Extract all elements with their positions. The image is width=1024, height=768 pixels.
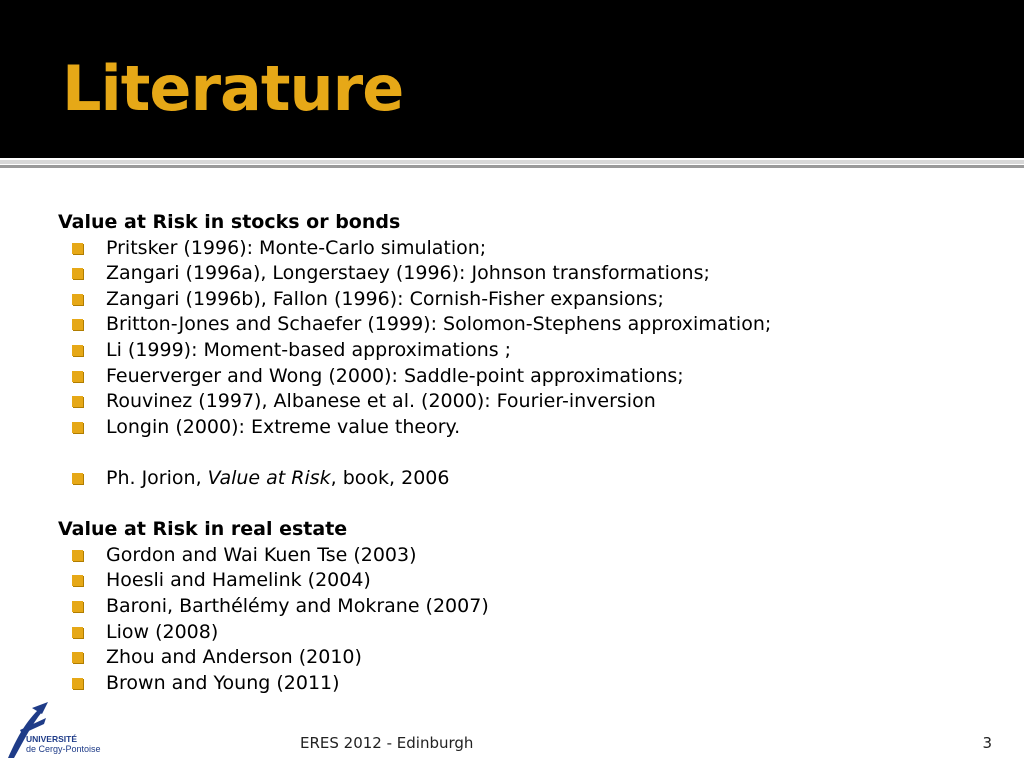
list-item: Baroni, Barthélémy and Mokrane (2007) — [58, 594, 998, 620]
square-bullet-icon — [72, 243, 83, 254]
list-item: Liow (2008) — [58, 620, 998, 646]
spacer — [58, 440, 998, 466]
list-item: Li (1999): Moment-based approximations ; — [58, 338, 998, 364]
page-number: 3 — [982, 734, 992, 752]
square-bullet-icon — [72, 319, 83, 330]
square-bullet-icon — [72, 396, 83, 407]
square-bullet-icon — [72, 371, 83, 382]
list-item: Pritsker (1996): Monte-Carlo simulation; — [58, 236, 998, 262]
list-item: Feuerverger and Wong (2000): Saddle-point approximations; — [58, 364, 998, 390]
university-logo — [2, 700, 112, 762]
square-bullet-icon — [72, 345, 83, 356]
square-bullet-icon — [72, 652, 83, 663]
list-item: Zangari (1996b), Fallon (1996): Cornish-Fisher expansions; — [58, 287, 998, 313]
list-item: Zhou and Anderson (2010) — [58, 645, 998, 671]
divider-dark — [0, 165, 1024, 168]
square-bullet-icon — [72, 422, 83, 433]
section-heading-stocks-bonds: Value at Risk in stocks or bonds — [58, 211, 401, 233]
list-item-book: Ph. Jorion, Value at Risk, book, 2006 — [58, 466, 998, 492]
list-item: Brown and Young (2011) — [58, 671, 998, 697]
square-bullet-icon — [72, 627, 83, 638]
section-heading-real-estate: Value at Risk in real estate — [58, 518, 348, 541]
title-bar — [0, 0, 1024, 158]
logo-text-line1: UNIVERSITÉ — [26, 734, 78, 744]
spacer — [58, 492, 998, 518]
square-bullet-icon — [72, 294, 83, 305]
list-item: Gordon and Wai Kuen Tse (2003) — [58, 543, 998, 569]
list-item: Hoesli and Hamelink (2004) — [58, 568, 998, 594]
square-bullet-icon — [72, 473, 83, 484]
book-title: Value at Risk — [207, 466, 331, 489]
list-item: Zangari (1996a), Longerstaey (1996): Johnson transformations; — [58, 261, 998, 287]
list-item: Rouvinez (1997), Albanese et al. (2000): Fourier-inversion — [58, 389, 998, 415]
footer-event: ERES 2012 - Edinburgh — [300, 734, 474, 752]
square-bullet-icon — [72, 601, 83, 612]
slide-body — [58, 210, 998, 696]
slide-title: Literature — [62, 52, 404, 125]
square-bullet-icon — [72, 268, 83, 279]
square-bullet-icon — [72, 550, 83, 561]
list-item: Britton-Jones and Schaefer (1999): Solomon-Stephens approximation; — [58, 312, 998, 338]
logo-text-line2: de Cergy-Pontoise — [26, 744, 101, 754]
list-item: Longin (2000): Extreme value theory. — [58, 415, 998, 441]
divider-light — [0, 160, 1024, 164]
square-bullet-icon — [72, 678, 83, 689]
square-bullet-icon — [72, 575, 83, 586]
